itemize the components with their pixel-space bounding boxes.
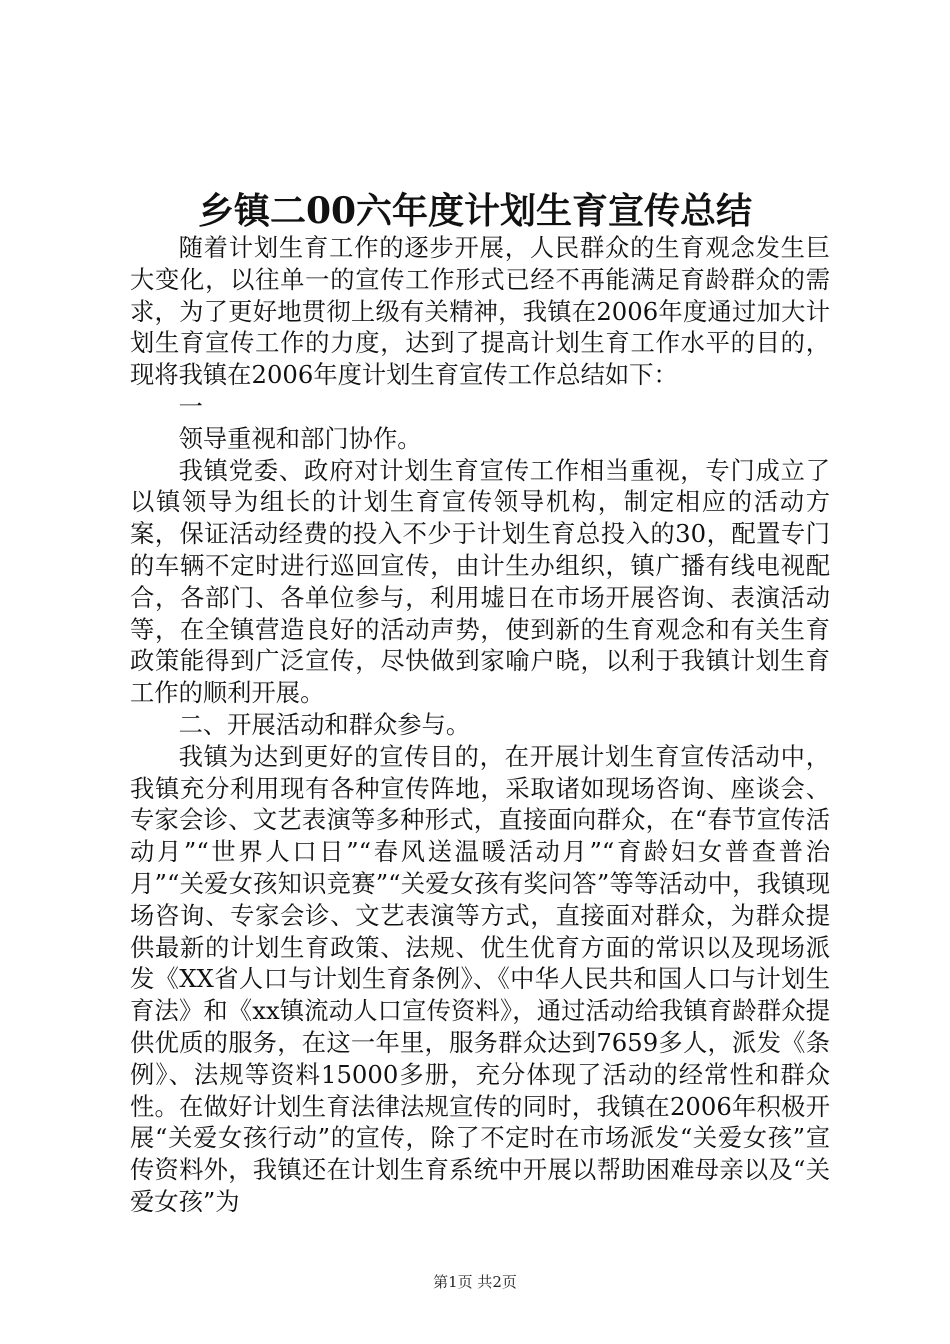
section-number-one: 一 [178, 391, 203, 421]
paragraph-leadership: 我镇党委、政府对计划生育宣传工作相当重视，专门成立了以镇领导为组长的计划生育宣传领导机构，制定相应的活动方案，保证活动经费的投入不少于计划生育总投入的30，配置专门的车辆不定时进行巡回宣传，由计生办组织，镇广播有线电视配合，各部门、各单位参与，利用墟日在市场开展咨询、表演活动等，在全镇营造良好的活动声势，使到新的生育观念和有关生育政策能得到广泛宣传，尽快做到家喻户晓，以利于我镇计划生育工作的顺利开展。 [130, 455, 830, 708]
page-footer: 第1页 共2页 [433, 1273, 517, 1291]
document-title: 乡镇二00六年度计划生育宣传总结 [197, 190, 753, 232]
paragraph-activities: 我镇为达到更好的宣传目的，在开展计划生育宣传活动中，我镇充分利用现有各种宣传阵地，采取诸如现场咨询、座谈会、专家会诊、文艺表演等多种形式，直接面向群众，在“春节宣传活动月”“世界人口日”“春风送温暖活动月”“育龄妇女普查普治月”“关爱女孩知识竞赛”“关爱女孩有奖问答”等等活动中，我镇现场咨询、专家会诊、文艺表演等方式，直接面对群众，为群众提供最新的计划生育政策、法规、优生优育方面的常识以及现场派发《XX省人口与计划生育条例》、《中华人民共和国人口与计划生育法》和《xx镇流动人口宣传资料》，通过活动给我镇育龄群众提供优质的服务，在这一年里，服务群众达到7659多人，派发《条例》、法规等资料15000多册，充分体现了活动的经常性和群众性。在做好计划生育法律法规宣传的同时，我镇在2006年积极开展“关爱女孩行动”的宣传，除了不定时在市场派发“关爱女孩”宣传资料外，我镇还在计划生育系统中开展以帮助困难母亲以及“关爱女孩”为 [130, 741, 830, 1216]
section-heading-activities: 二、开展活动和群众参与。 [178, 709, 471, 739]
paragraph-intro: 随着计划生育工作的逐步开展，人民群众的生育观念发生巨大变化，以往单一的宣传工作形式已经不再能满足育龄群众的需求，为了更好地贯彻上级有关精神，我镇在2006年度通过加大计划生育宣传工作的力度，达到了提高计划生育工作水平的目的，现将我镇在2006年度计划生育宣传工作总结如下： [130, 233, 830, 390]
document-body [130, 232, 830, 1218]
section-heading-leadership: 领导重视和部门协作。 [178, 423, 422, 453]
